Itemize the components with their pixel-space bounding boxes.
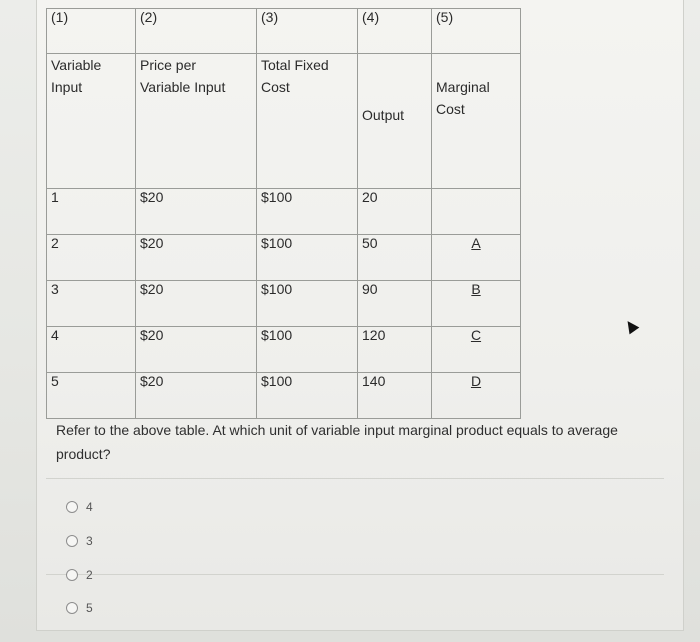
radio-button[interactable] [66,501,78,513]
header-price [136,54,257,189]
cell-mc: D [432,373,521,419]
cell-input: 4 [47,327,136,373]
cell-input: 3 [47,281,136,327]
header-line: Variable Input [140,79,226,95]
cell-mc: B [432,281,521,327]
table-row [47,235,521,281]
cell-tfc: $100 [257,189,358,235]
table-row [47,373,521,419]
option-label: 5 [86,601,93,615]
header-line: Input [51,79,83,95]
cost-table [46,8,521,419]
option-label: 2 [86,568,93,582]
cell-tfc: $100 [257,235,358,281]
header-marginal-cost [432,54,521,189]
header-line: Price per [140,57,197,73]
column-number-row [47,9,521,54]
cell-price: $20 [136,189,257,235]
divider [46,574,664,575]
answer-option-2[interactable] [66,568,93,582]
cell-tfc: $100 [257,373,358,419]
radio-button[interactable] [66,602,78,614]
header-label-row [47,54,521,189]
option-label: 3 [86,534,93,548]
cell-output: 120 [358,327,432,373]
header-line: Variable [51,57,102,73]
table-row [47,281,521,327]
col-number-2: (2) [136,9,257,54]
header-variable-input [47,54,136,189]
table-row [47,327,521,373]
header-output: Output [358,54,432,189]
cell-price: $20 [136,235,257,281]
answer-option-3[interactable] [66,534,93,548]
col-number-5: (5) [432,9,521,54]
col-number-3: (3) [257,9,358,54]
col-number-1: (1) [47,9,136,54]
cell-mc: C [432,327,521,373]
cell-price: $20 [136,327,257,373]
cell-tfc: $100 [257,281,358,327]
cell-mc [432,189,521,235]
answer-option-4[interactable] [66,500,93,514]
header-line: Cost [436,101,465,117]
header-line: Total Fixed [261,57,329,73]
header-line: Marginal [436,79,490,95]
cell-output: 90 [358,281,432,327]
cell-tfc: $100 [257,327,358,373]
answer-option-5[interactable] [66,601,93,615]
cell-price: $20 [136,373,257,419]
question-text: Refer to the above table. At which unit of variable input marginal product equals to average product? [56,422,618,462]
cell-input: 2 [47,235,136,281]
option-label: 4 [86,500,93,514]
cell-output: 140 [358,373,432,419]
cell-output: 20 [358,189,432,235]
header-line: Cost [261,79,290,95]
cell-output: 50 [358,235,432,281]
cell-price: $20 [136,281,257,327]
cell-input: 1 [47,189,136,235]
cell-input: 5 [47,373,136,419]
cell-mc: A [432,235,521,281]
table-row [47,189,521,235]
divider [46,478,664,479]
header-total-fixed-cost [257,54,358,189]
col-number-4: (4) [358,9,432,54]
radio-button[interactable] [66,569,78,581]
radio-button[interactable] [66,535,78,547]
